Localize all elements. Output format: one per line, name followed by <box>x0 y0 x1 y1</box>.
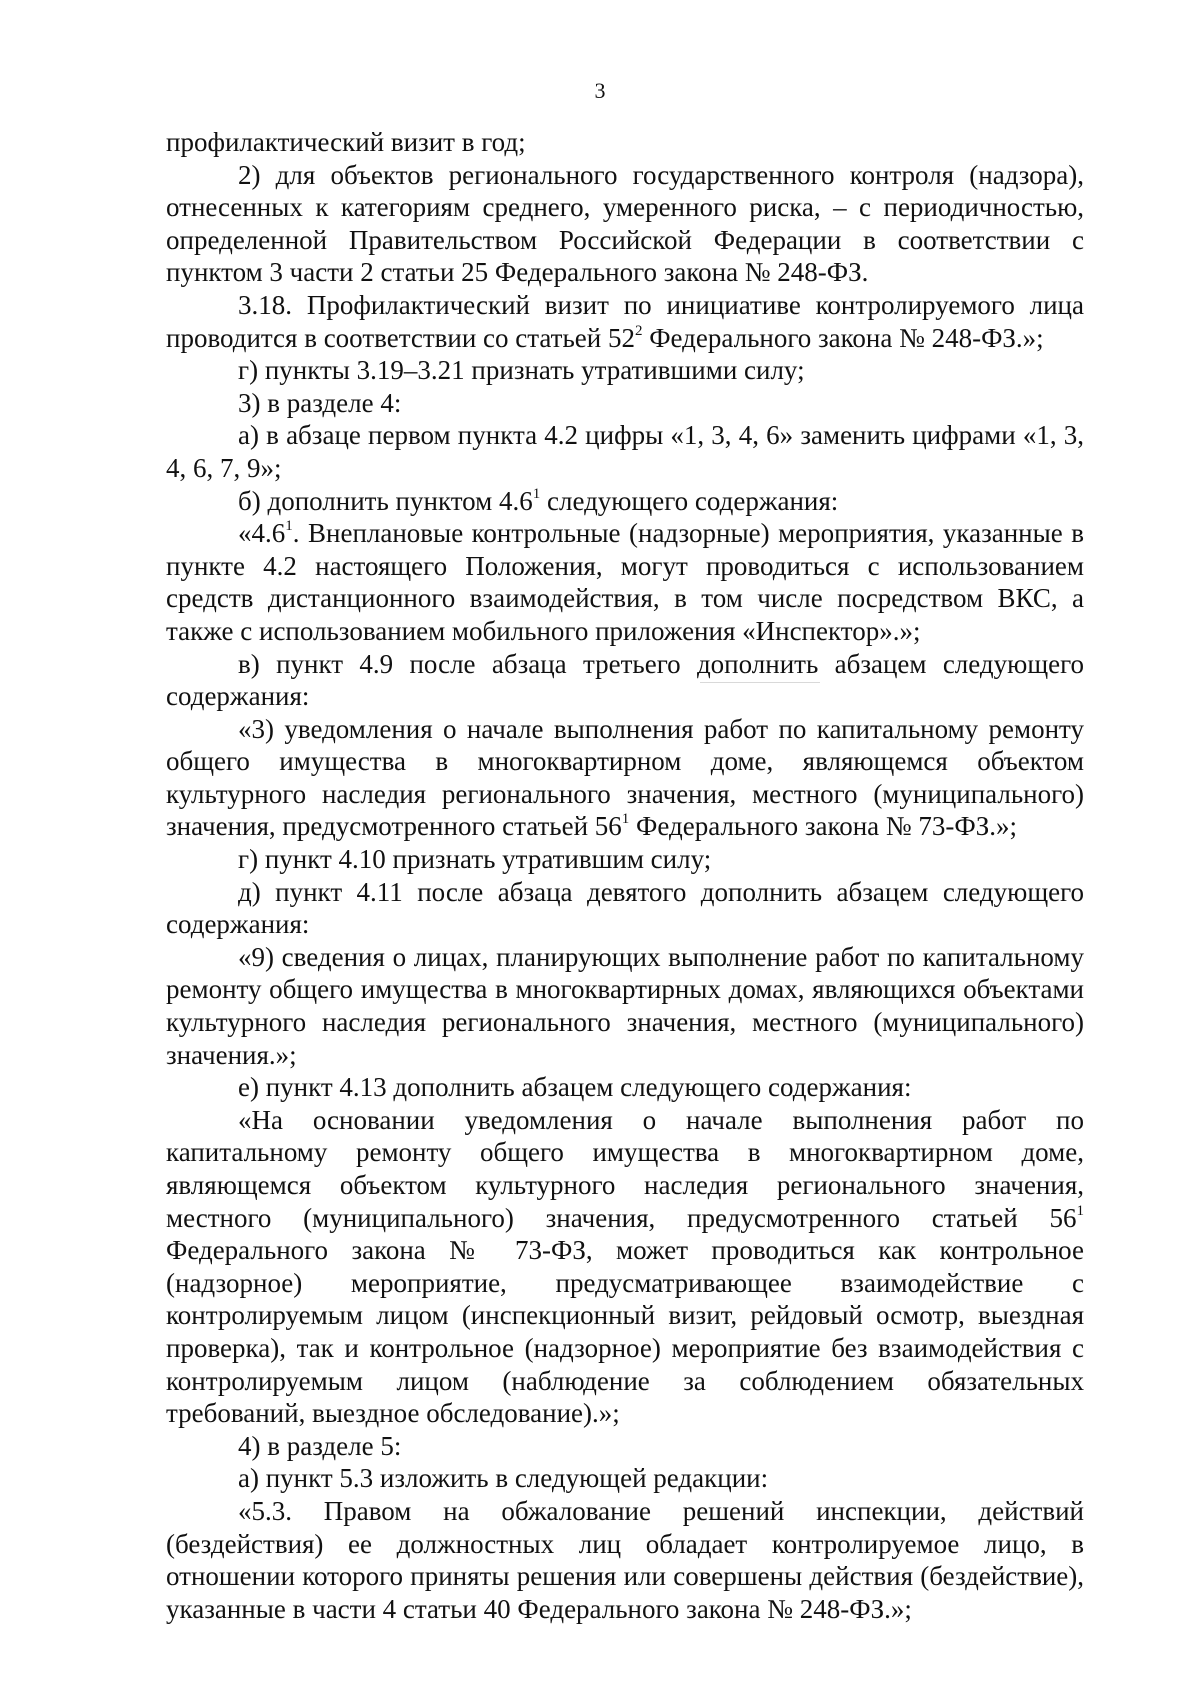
paragraph-g: г) пункты 3.19–3.21 признать утратившими силу; <box>238 355 805 386</box>
paragraph-text: Федерального закона № 248-ФЗ.»; <box>642 322 1044 353</box>
paragraph-item-2: 2) для объектов регионального государственного контроля (надзора), отнесенных к категориям среднего, умеренного риска, – с периодичностью, определенной Правительством Российской Федерации в соответствии с пунктом 3 части 2 статьи 25 Федерального закона № 248-ФЗ. <box>166 159 1084 288</box>
paragraph-text: Федерального закона № 73-ФЗ, может проводиться как контрольное (надзорное) мероприятие, предусматривающее взаимодействие с контролируемым лицом (инспекционный визит, рейдовый осмотр, выездная проверка), так и контрольное (надзорное) мероприятие без взаимодействия с контролируемым лицом (наблюдение за соблюдением обязательных требований, выездное обследование).»; <box>166 1235 1084 1429</box>
paragraph-3-18 <box>166 289 1084 354</box>
paragraph-a: а) в абзаце первом пункта 4.2 цифры «1, 3, 4, 6» заменить цифрами «1, 3, 4, 6, 7, 9»; <box>166 420 1084 483</box>
superscript: 1 <box>1076 1202 1084 1219</box>
superscript: 2 <box>634 322 643 339</box>
paragraph-quote-9: «9) сведения о лицах, планирующих выполнение работ по капитальному ремонту общего имущества в многоквартирных домах, являющихся объектами культурного наследия регионального значения, местного (муниципального) значения.»; <box>166 941 1084 1070</box>
paragraph-a-5-3: а) пункт 5.3 изложить в следующей редакции: <box>238 1463 769 1494</box>
paragraph-text: следующего содержания: <box>540 485 839 516</box>
paragraph-d: д) пункт 4.11 после абзаца девятого дополнить абзацем следующего содержания: <box>166 876 1084 940</box>
paragraph-text: . Внеплановые контрольные (надзорные) мероприятия, указанные в пункте 4.2 настоящего Положения, могут проводиться с использованием средств дистанционного взаимодействия, в том числе посредством ВКС, а также с использованием мобильного приложения «Инспектор».»; <box>166 518 1084 646</box>
paragraph-section-4: 3) в разделе 4: <box>238 387 402 418</box>
paragraph-e: е) пункт 4.13 дополнить абзацем следующего содержания: <box>238 1072 912 1103</box>
paragraph-v: в) пункт 4.9 после абзаца третьего дополнить абзацем следующего содержания: <box>166 648 1084 712</box>
document-body <box>166 126 1084 1625</box>
paragraph-continuation: профилактический визит в год; <box>166 127 526 157</box>
paragraph-section-5: 4) в разделе 5: <box>238 1430 402 1461</box>
paragraph-quote-notification <box>166 1104 1084 1430</box>
superscript: 1 <box>621 811 630 828</box>
paragraph-text: 3.18. Профилактический визит по инициативе контролируемого лица проводится в соответствии со статьей 52 <box>166 289 1084 353</box>
paragraph-text: «3) уведомления о начале выполнения работ по капитальному ремонту общего имущества в многоквартирном доме, являющемся объектом культурного наследия регионального значения, местного (муниципального) значения, предусмотренного статьей 56 <box>166 713 1084 842</box>
paragraph-quote-5-3: «5.3. Правом на обжалование решений инспекции, действий (бездействия) ее должностных лиц обладает контролируемое лицо, в отношении которого приняты решения или совершены действия (бездействие), указанные в части 4 статьи 40 Федерального закона № 248-ФЗ.»; <box>166 1495 1084 1624</box>
paragraph-b <box>166 485 1084 518</box>
paragraph-text: «На основании уведомления о начале выполнения работ по капитальному ремонту общего имущества в многоквартирном доме, являющемся объектом культурного наследия регионального значения, местного (муниципального) значения, предусмотренного статьей 56 <box>166 1104 1084 1233</box>
superscript: 1 <box>285 518 293 535</box>
paragraph-text: «4.6 <box>238 518 286 549</box>
paragraph-4-6-1 <box>166 517 1084 647</box>
paragraph-text: Федерального закона № 73-ФЗ.»; <box>629 811 1018 842</box>
paragraph-quote-3 <box>166 713 1084 843</box>
paragraph-g-4-10: г) пункт 4.10 признать утратившим силу; <box>238 844 712 875</box>
paragraph-text: б) дополнить пунктом 4.6 <box>238 485 533 516</box>
superscript: 1 <box>532 485 541 502</box>
page-number: 3 <box>594 78 606 103</box>
